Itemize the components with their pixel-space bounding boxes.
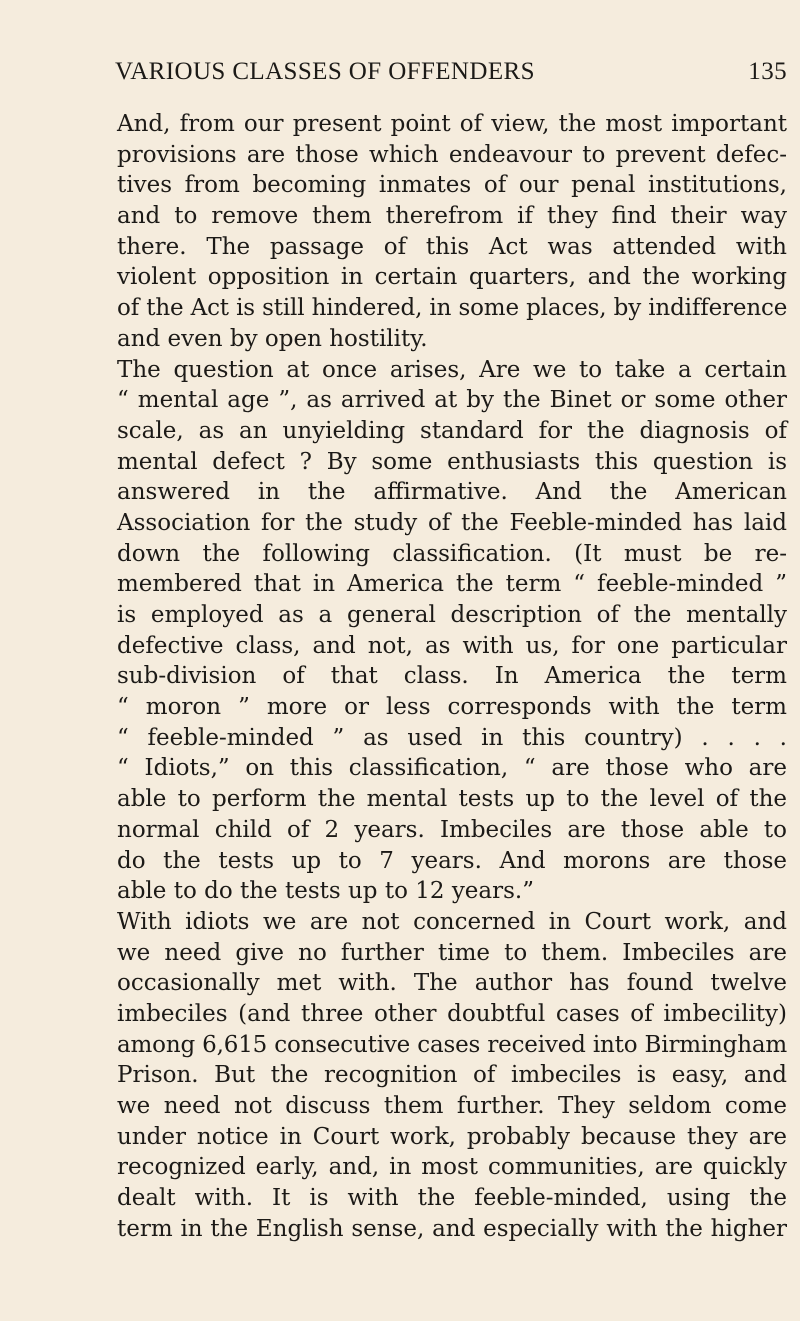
text-line: provisions are those which endeavour to prevent defec- [117,141,787,168]
text-line: tives from becoming inmates of our penal institutions, [117,172,787,199]
paragraph [117,907,787,1245]
text-line: and to remove them therefrom if they find their way [117,203,787,230]
text-line: and even by open hostility. [117,325,428,352]
page-number: 135 [748,58,787,85]
text-line: recognized early, and, in most communities, are quickly [117,1154,787,1181]
text-line: there. The passage of this Act was attended with [117,233,787,260]
text-line: “ mental age ”, as arrived at by the Binet or some other [117,387,787,414]
text-line: “ feeble-minded ” as used in this country) . . . . [117,724,787,751]
body-text [117,109,787,1244]
text-line: And, from our present point of view, the most important [117,111,787,137]
text-line: able to perform the mental tests up to the level of the [117,786,787,813]
paragraph [117,355,787,907]
text-line: do the tests up to 7 years. And morons are those [117,847,787,874]
text-line: dealt with. It is with the feeble-minded, using the [117,1185,787,1212]
text-line: able to do the tests up to 12 years.” [117,878,534,905]
text-line: scale, as an unyielding standard for the diagnosis of [117,417,787,444]
text-line: imbeciles (and three other doubtful cases of imbecility) [117,1000,787,1027]
running-head [115,58,787,90]
text-line: mental defect ? By some enthusiasts this question is [117,448,787,475]
text-line: normal child of 2 years. Imbeciles are those able to [117,816,787,843]
text-line: With idiots we are not concerned in Court work, and [117,908,787,935]
text-line: term in the English sense, and especially with the higher [117,1215,787,1242]
text-line: The question at once arises, Are we to take a certain [117,356,787,383]
running-head-title: VARIOUS CLASSES OF OFFENDERS [115,58,535,85]
text-line: Association for the study of the Feeble-minded has laid [117,509,787,536]
text-line: Prison. But the recognition of imbeciles is easy, and [117,1062,787,1089]
text-line: sub-division of that class. In America the term [117,663,787,690]
text-line: is employed as a general description of the mentally [117,602,787,628]
text-line: occasionally met with. The author has found twelve [117,970,787,997]
text-line: of the Act is still hindered, in some places, by indifference [117,295,788,322]
text-line: answered in the affirmative. And the American [117,479,787,506]
text-line: “ Idiots,” on this classification, “ are those who are [117,755,787,782]
paragraph [117,109,787,355]
text-line: down the following classification. (It must be re- [117,540,787,567]
text-line: among 6,615 consecutive cases received into Birmingham [117,1031,787,1058]
text-line: under notice in Court work, probably because they are [117,1123,787,1150]
text-line: violent opposition in certain quarters, and the working [117,264,787,291]
text-line: defective class, and not, as with us, for one particular [117,632,787,659]
text-line: membered that in America the term “ feeble-minded ” [117,571,787,598]
text-line: we need not discuss them further. They seldom come [117,1093,787,1119]
text-line: we need give no further time to them. Imbeciles are [117,939,787,966]
text-line: “ moron ” more or less corresponds with the term [117,694,787,721]
